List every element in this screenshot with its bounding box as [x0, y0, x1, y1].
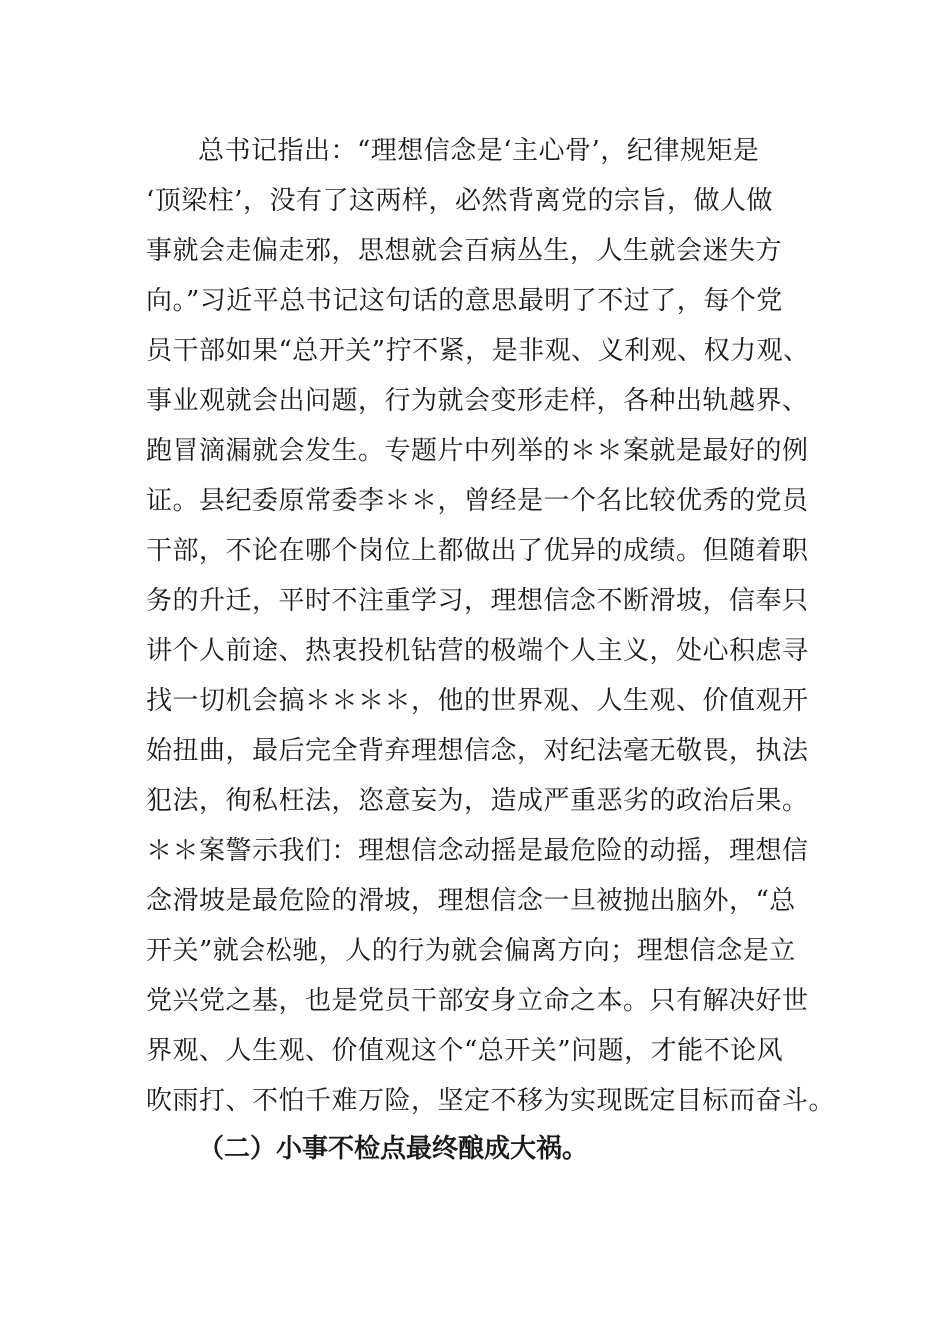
section-heading: （二）小事不检点最终酿成大祸。 [198, 1134, 589, 1164]
paragraph-line: 总书记指出：“理想信念是‘主心骨’，纪律规矩是 [198, 136, 760, 166]
paragraph-line: 始扭曲，最后完全背弃理想信念，对纪法毫无敬畏，执法 [146, 736, 809, 766]
paragraph-line: 讲个人前途、热衷投机钻营的极端个人主义，处心积虑寻 [146, 636, 809, 666]
paragraph-line: 事就会走偏走邪，思想就会百病丛生，人生就会迷失方 [146, 236, 783, 266]
paragraph-line: 证。县纪委原常委李＊＊，曾经是一个名比较优秀的党员 [146, 486, 809, 516]
paragraph-line: 找一切机会搞＊＊＊＊，他的世界观、人生观、价值观开 [146, 686, 809, 716]
paragraph-line: ＊＊案警示我们：理想信念动摇是最危险的动摇，理想信 [146, 836, 809, 866]
paragraph-line: 犯法，徇私枉法，恣意妄为，造成严重恶劣的政治后果。 [146, 786, 809, 816]
paragraph-line: ‘顶梁柱’，没有了这两样，必然背离党的宗旨，做人做 [146, 186, 774, 216]
paragraph-line: 吹雨打、不怕千难万险，坚定不移为实现既定目标而奋斗。 [146, 1086, 836, 1116]
paragraph-line: 务的升迁，平时不注重学习，理想信念不断滑坡，信奉只 [146, 586, 809, 616]
paragraph-line: 员干部如果“总开关”拧不紧，是非观、义利观、权力观、 [146, 336, 810, 366]
paragraph-line: 党兴党之基，也是党员干部安身立命之本。只有解决好世 [146, 986, 809, 1016]
paragraph-line: 界观、人生观、价值观这个“总开关”问题，才能不论风 [146, 1036, 784, 1066]
paragraph-line: 念滑坡是最危险的滑坡，理想信念一旦被抛出脑外，“总 [146, 886, 796, 916]
paragraph-line: 开关”就会松驰，人的行为就会偏离方向；理想信念是立 [146, 936, 796, 966]
paragraph-line: 向。”习近平总书记这句话的意思最明了不过了，每个党 [146, 286, 783, 316]
paragraph-line: 干部，不论在哪个岗位上都做出了优异的成绩。但随着职 [146, 536, 809, 566]
paragraph-line: 事业观就会出问题，行为就会变形走样，各种出轨越界、 [146, 386, 809, 416]
paragraph-line: 跑冒滴漏就会发生。专题片中列举的＊＊案就是最好的例 [146, 436, 809, 466]
